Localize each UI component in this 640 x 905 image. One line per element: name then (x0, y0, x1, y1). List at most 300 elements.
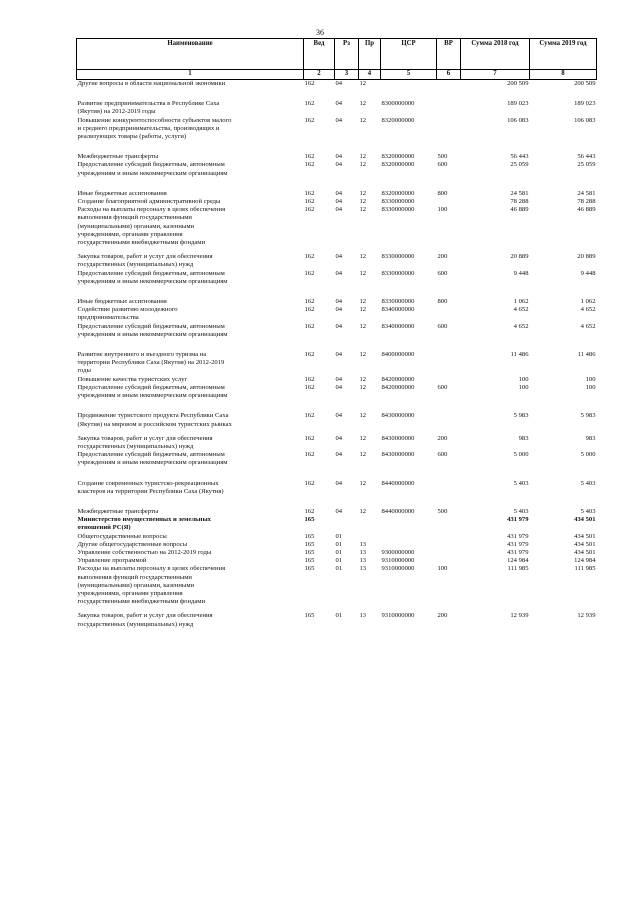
row-name-line: (муниципальными) органами, казенными (77, 222, 195, 230)
row-vr: 600 (437, 269, 448, 277)
row-sum-2019: 1 062 (580, 298, 596, 306)
row-sum-2018: 100 (518, 383, 529, 391)
row-ved: 162 (304, 322, 315, 330)
row-pr (359, 533, 381, 541)
row-csr: 8440000000 (381, 507, 415, 515)
row-csr: 8300000000 (381, 100, 415, 108)
row-pr: 12 (359, 434, 367, 442)
row-sum-2018: 11 486 (510, 351, 529, 359)
row-csr: 8330000000 (381, 269, 415, 277)
row-vr: 500 (437, 153, 448, 161)
row-sum-2019: 200 509 (574, 80, 596, 87)
row-sum-2019: 46 889 (577, 206, 596, 214)
page-number: 36 (316, 28, 324, 37)
row-sum-2018: 106 083 (507, 116, 529, 124)
row-sum-2019: 106 083 (574, 116, 596, 124)
row-rz: 04 (335, 412, 343, 420)
row-sum-2019: 56 443 (577, 153, 596, 161)
row-sum-2018: 431 979 (507, 540, 529, 548)
row-sum-2019: 434 501 (574, 532, 596, 540)
row-rz: 01 (335, 548, 343, 556)
row-pr: 12 (359, 116, 367, 124)
row-vr: 800 (437, 189, 448, 197)
row-sum-2018: 431 979 (507, 532, 529, 540)
table-row (77, 508, 597, 516)
row-ved: 162 (304, 153, 315, 161)
row-name (77, 412, 304, 428)
row-sum-2019: 5 403 (580, 479, 596, 487)
table-row (77, 612, 597, 628)
col-number: 5 (381, 70, 437, 80)
row-name (77, 612, 304, 628)
row-sum-2019: 434 501 (574, 548, 596, 556)
row-rz: 04 (335, 479, 343, 487)
row-vr: 600 (437, 161, 448, 169)
row-csr: 8320000000 (381, 153, 415, 161)
row-ved: 162 (304, 80, 315, 87)
row-rz: 04 (335, 253, 343, 261)
row-ved: 162 (304, 253, 315, 261)
row-name-line: (муниципальными) органами, казенными (77, 581, 195, 589)
row-sum-2019: 189 023 (574, 100, 596, 108)
col-header-csr: ЦСР (381, 39, 437, 70)
row-vr (437, 306, 461, 322)
row-sum-2018: 56 443 (510, 153, 529, 161)
row-csr: 8340000000 (381, 306, 415, 314)
row-name-line: Повышение конкурентоспособности субъектов малого (77, 116, 232, 124)
row-name-line: Межбюджетные трансферты (77, 507, 159, 515)
row-name-line: (Якутия) на 2012-2019 годы (77, 108, 156, 116)
row-name (77, 161, 304, 177)
table-row (77, 351, 597, 376)
row-sum-2018: 20 889 (510, 253, 529, 261)
row-vr (437, 351, 461, 376)
row-vr (437, 117, 461, 142)
row-name (77, 549, 304, 557)
row-vr: 600 (437, 322, 448, 330)
row-vr: 200 (437, 612, 448, 620)
row-pr: 13 (359, 565, 367, 573)
table-row (77, 253, 597, 269)
row-ved: 162 (304, 198, 315, 206)
row-name (77, 480, 304, 496)
col-number: 4 (359, 70, 381, 80)
row-vr (437, 557, 461, 565)
row-rz: 04 (335, 161, 343, 169)
column-number-row (77, 70, 597, 80)
row-name (77, 557, 304, 565)
row-pr: 12 (359, 253, 367, 261)
col-number: 2 (304, 70, 335, 80)
row-name-line: и среднего предпринимательства, производящих и (77, 124, 220, 132)
table-row (77, 161, 597, 177)
row-pr: 13 (359, 540, 367, 548)
row-name-line: учреждениями, органами управления (77, 230, 183, 238)
row-name-line: Управление программой (77, 557, 147, 565)
col-header-sum-2018: Сумма 2018 год (461, 39, 530, 70)
row-rz: 01 (335, 612, 343, 620)
row-ved: 162 (304, 451, 315, 459)
row-vr: 500 (437, 507, 448, 515)
row-vr (437, 376, 461, 384)
row-sum-2018: 5 983 (513, 412, 529, 420)
row-ved: 162 (304, 383, 315, 391)
row-ved: 162 (304, 189, 315, 197)
row-ved: 165 (304, 557, 315, 565)
row-name-line: Развитие внутреннего и въездного туризма на (77, 351, 207, 359)
row-sum-2018: 100 (518, 375, 529, 383)
row-sum-2019: 983 (585, 434, 596, 442)
row-name (77, 298, 304, 306)
row-name-line: Межбюджетные трансферты (77, 153, 159, 161)
row-sum-2018: 200 509 (507, 80, 529, 87)
table-row (77, 153, 597, 161)
row-name-line: территории Республики Саха (Якутия) на 2012-2019 (77, 359, 225, 367)
row-name (77, 253, 304, 269)
table-row (77, 412, 597, 428)
row-rz: 04 (335, 306, 343, 314)
row-pr: 12 (359, 451, 367, 459)
table-row (77, 557, 597, 565)
row-pr: 12 (359, 479, 367, 487)
row-vr: 100 (437, 206, 448, 214)
row-name-line: Повышение качества туристских услуг (77, 375, 188, 383)
col-number: 8 (530, 70, 597, 80)
row-name (77, 198, 304, 206)
row-sum-2019: 12 939 (577, 612, 596, 620)
table-row (77, 190, 597, 198)
row-name-line: Закупка товаров, работ и услуг для обеспечения (77, 434, 213, 442)
row-name (77, 306, 304, 322)
col-header-rz: Рз (335, 39, 359, 70)
row-pr: 12 (359, 298, 367, 306)
row-name-line: кластеров на территории Республики Саха (Якутия) (77, 487, 224, 495)
row-sum-2018: 124 984 (507, 557, 529, 565)
row-sum-2019: 100 (585, 383, 596, 391)
col-number: 6 (437, 70, 461, 80)
row-sum-2018: 12 939 (510, 612, 529, 620)
row-rz: 04 (335, 153, 343, 161)
row-name-line: Предоставление субсидий бюджетным, автономным (77, 269, 225, 277)
row-name-line: учреждениями, органами управления (77, 589, 183, 597)
table-row (77, 80, 597, 89)
row-vr (437, 480, 461, 496)
row-rz: 04 (335, 434, 343, 442)
row-sum-2019: 124 984 (574, 557, 596, 565)
row-name-line: Закупка товаров, работ и услуг для обеспечения (77, 253, 213, 261)
row-pr: 12 (359, 100, 367, 108)
row-rz: 01 (335, 540, 343, 548)
col-header-pr: Пр (359, 39, 381, 70)
table-row (77, 516, 597, 532)
row-ved: 162 (304, 434, 315, 442)
row-sum-2019: 5 403 (580, 507, 596, 515)
row-sum-2018: 24 581 (510, 189, 529, 197)
row-csr (381, 541, 437, 549)
row-name-line: Закупка товаров, работ и услуг для обеспечения (77, 612, 213, 620)
row-name-line: Иные бюджетные ассигнования (77, 298, 167, 306)
col-header-sum-2019: Сумма 2019 год (530, 39, 597, 70)
row-name (77, 384, 304, 400)
row-ved: 162 (304, 100, 315, 108)
row-ved: 165 (304, 612, 315, 620)
row-rz: 04 (335, 100, 343, 108)
row-name-line: государственными внебюджетными фондами (77, 598, 205, 606)
row-name-line: Предоставление субсидий бюджетным, автономным (77, 383, 225, 391)
row-pr: 12 (359, 80, 367, 87)
row-name (77, 190, 304, 198)
row-ved: 162 (304, 507, 315, 515)
row-name-line: Другие вопросы в области национальной экономики (77, 80, 226, 87)
row-pr: 12 (359, 306, 367, 314)
row-vr (437, 412, 461, 428)
row-sum-2019: 25 059 (577, 161, 596, 169)
row-name-line: выполнения функций государственными (77, 214, 192, 222)
row-csr: 8330000000 (381, 253, 415, 261)
row-ved: 162 (304, 116, 315, 124)
row-vr: 600 (437, 451, 448, 459)
row-vr (437, 541, 461, 549)
row-ved: 162 (304, 298, 315, 306)
row-sum-2018: 431 979 (507, 516, 529, 524)
row-name (77, 323, 304, 339)
table-row (77, 384, 597, 400)
row-name-line: Предоставление субсидий бюджетным, автономным (77, 161, 225, 169)
row-csr: 8330000000 (381, 298, 415, 306)
row-csr: 8430000000 (381, 412, 415, 420)
col-number: 3 (335, 70, 359, 80)
row-rz: 04 (335, 198, 343, 206)
row-name-line: Другие общегосударственные вопросы (77, 540, 188, 548)
row-csr: 9310000000 (381, 565, 415, 573)
row-rz: 01 (335, 565, 343, 573)
table-row (77, 549, 597, 557)
row-rz: 04 (335, 116, 343, 124)
row-ved: 165 (304, 548, 315, 556)
row-pr: 12 (359, 269, 367, 277)
table-row (77, 435, 597, 451)
row-vr (437, 80, 461, 89)
row-name-line: выполнения функций государственными (77, 573, 192, 581)
row-name-line: учреждениям и иным некоммерческим организациям (77, 392, 228, 400)
row-name-line: учреждениям и иным некоммерческим организациям (77, 459, 228, 467)
row-csr: 8430000000 (381, 451, 415, 459)
row-rz: 04 (335, 507, 343, 515)
col-number: 7 (461, 70, 530, 80)
row-sum-2019: 9 448 (580, 269, 596, 277)
row-csr: 8320000000 (381, 189, 415, 197)
table-row (77, 298, 597, 306)
row-csr: 8320000000 (381, 116, 415, 124)
row-name-line: Предоставление субсидий бюджетным, автономным (77, 451, 225, 459)
row-sum-2019: 4 652 (580, 306, 596, 314)
table-row (77, 270, 597, 286)
row-name (77, 153, 304, 161)
row-name-line: Развитие предпринимательства в Республике Саха (77, 100, 220, 108)
row-name-line: Предоставление субсидий бюджетным, автономным (77, 322, 225, 330)
budget-table (76, 38, 597, 629)
row-ved: 162 (304, 351, 315, 359)
row-pr: 12 (359, 375, 367, 383)
row-csr (381, 516, 437, 532)
row-sum-2019: 434 501 (574, 516, 596, 524)
row-vr (437, 549, 461, 557)
row-vr (437, 516, 461, 532)
row-rz (335, 516, 359, 532)
row-rz: 04 (335, 80, 343, 87)
row-pr: 12 (359, 351, 367, 359)
row-name (77, 516, 304, 532)
row-rz: 04 (335, 451, 343, 459)
row-name-line: Иные бюджетные ассигнования (77, 189, 167, 197)
row-pr: 12 (359, 412, 367, 420)
row-csr (381, 80, 437, 89)
row-rz: 04 (335, 189, 343, 197)
row-sum-2019: 5 000 (580, 451, 596, 459)
row-sum-2019: 100 (585, 375, 596, 383)
row-pr: 12 (359, 383, 367, 391)
row-rz: 04 (335, 375, 343, 383)
row-ved: 162 (304, 306, 315, 314)
row-csr: 8440000000 (381, 479, 415, 487)
row-csr: 8420000000 (381, 383, 415, 391)
row-rz: 04 (335, 206, 343, 214)
row-name-line: государственных (муниципальных) нужд (77, 442, 194, 450)
row-name-line: годы (77, 367, 91, 375)
table-row (77, 323, 597, 339)
row-csr: 8320000000 (381, 161, 415, 169)
row-name (77, 117, 304, 142)
row-name (77, 565, 304, 606)
row-pr: 12 (359, 206, 367, 214)
row-vr: 800 (437, 298, 448, 306)
row-pr: 13 (359, 548, 367, 556)
row-sum-2019: 24 581 (577, 189, 596, 197)
row-name-line: Создание благоприятной административной среды (77, 198, 221, 206)
row-csr: 8330000000 (381, 206, 415, 214)
row-rz: 04 (335, 383, 343, 391)
row-sum-2019: 11 486 (577, 351, 596, 359)
row-pr (359, 516, 381, 532)
row-vr: 200 (437, 434, 448, 442)
row-sum-2018: 431 979 (507, 548, 529, 556)
row-ved: 165 (304, 540, 315, 548)
row-vr: 600 (437, 383, 448, 391)
row-sum-2018: 5 403 (513, 479, 529, 487)
row-name-line: Содействие развитию молодежного (77, 306, 178, 314)
row-vr: 100 (437, 565, 448, 573)
row-csr: 9310000000 (381, 557, 415, 565)
col-header-ved: Вед (304, 39, 335, 70)
row-rz: 04 (335, 269, 343, 277)
row-pr: 12 (359, 507, 367, 515)
row-csr: 8420000000 (381, 375, 415, 383)
row-name (77, 533, 304, 541)
column-header-row (77, 39, 597, 70)
row-pr: 13 (359, 612, 367, 620)
row-sum-2019: 4 652 (580, 322, 596, 330)
row-sum-2019: 5 983 (580, 412, 596, 420)
row-vr: 200 (437, 253, 448, 261)
row-name-line: Продвижение туристского продукта Республики Саха (77, 412, 229, 420)
row-name (77, 376, 304, 384)
col-header-vr: ВР (437, 39, 461, 70)
row-sum-2018: 9 448 (513, 269, 529, 277)
row-name (77, 80, 304, 89)
table-row (77, 451, 597, 467)
table-row (77, 306, 597, 322)
row-rz: 04 (335, 351, 343, 359)
row-name-line: реализующих товары (работы, услуги) (77, 133, 187, 141)
col-header-name: Наименование (77, 39, 304, 70)
table-row (77, 533, 597, 541)
table-row (77, 198, 597, 206)
row-sum-2019: 20 889 (577, 253, 596, 261)
row-name-line: государственными внебюджетными фондами (77, 239, 205, 247)
row-rz: 04 (335, 298, 343, 306)
row-pr: 12 (359, 153, 367, 161)
row-name-line: государственных (муниципальных) нужд (77, 261, 194, 269)
row-name (77, 100, 304, 116)
table-row (77, 117, 597, 142)
table-row (77, 565, 597, 606)
row-name (77, 508, 304, 516)
row-csr: 8340000000 (381, 322, 415, 330)
row-name (77, 351, 304, 376)
table-row (77, 376, 597, 384)
row-name-line: Общегосударственные вопросы (77, 532, 167, 540)
row-name-line: предпринимательства (77, 314, 139, 322)
col-number: 1 (77, 70, 304, 80)
row-csr (381, 533, 437, 541)
row-pr: 13 (359, 557, 367, 565)
row-sum-2018: 1 062 (513, 298, 529, 306)
row-vr (437, 100, 461, 116)
row-sum-2018: 5 000 (513, 451, 529, 459)
row-name (77, 541, 304, 549)
row-name-line: учреждениям и иным некоммерческим организациям (77, 277, 228, 285)
row-name-line: учреждениям и иным некоммерческим организациям (77, 330, 228, 338)
row-ved: 165 (304, 565, 315, 573)
row-sum-2019: 111 985 (574, 565, 596, 573)
row-name-line: Создание современных туристско-рекреационных (77, 479, 219, 487)
row-sum-2018: 25 059 (510, 161, 529, 169)
row-csr: 9300000000 (381, 548, 415, 556)
row-rz: 01 (335, 532, 343, 540)
row-sum-2018: 4 652 (513, 306, 529, 314)
row-ved: 162 (304, 161, 315, 169)
row-name-line: государственных (муниципальных) нужд (77, 620, 194, 628)
row-sum-2018: 5 403 (513, 507, 529, 515)
row-csr: 9310000000 (381, 612, 415, 620)
table-body (77, 80, 597, 629)
row-name-line: (Якутия) на мировом и российском туристских рынках (77, 420, 232, 428)
row-vr (437, 198, 461, 206)
row-sum-2018: 78 288 (510, 198, 529, 206)
row-sum-2019: 434 501 (574, 540, 596, 548)
row-csr: 8330000000 (381, 198, 415, 206)
row-name (77, 451, 304, 467)
row-ved: 165 (304, 532, 315, 540)
row-name-line: учреждениям и иным некоммерческим организациям (77, 169, 228, 177)
row-sum-2018: 46 889 (510, 206, 529, 214)
row-ved: 162 (304, 206, 315, 214)
row-ved: 162 (304, 375, 315, 383)
row-rz: 04 (335, 322, 343, 330)
table-row (77, 541, 597, 549)
row-csr: 8400000000 (381, 351, 415, 359)
row-sum-2018: 189 023 (507, 100, 529, 108)
